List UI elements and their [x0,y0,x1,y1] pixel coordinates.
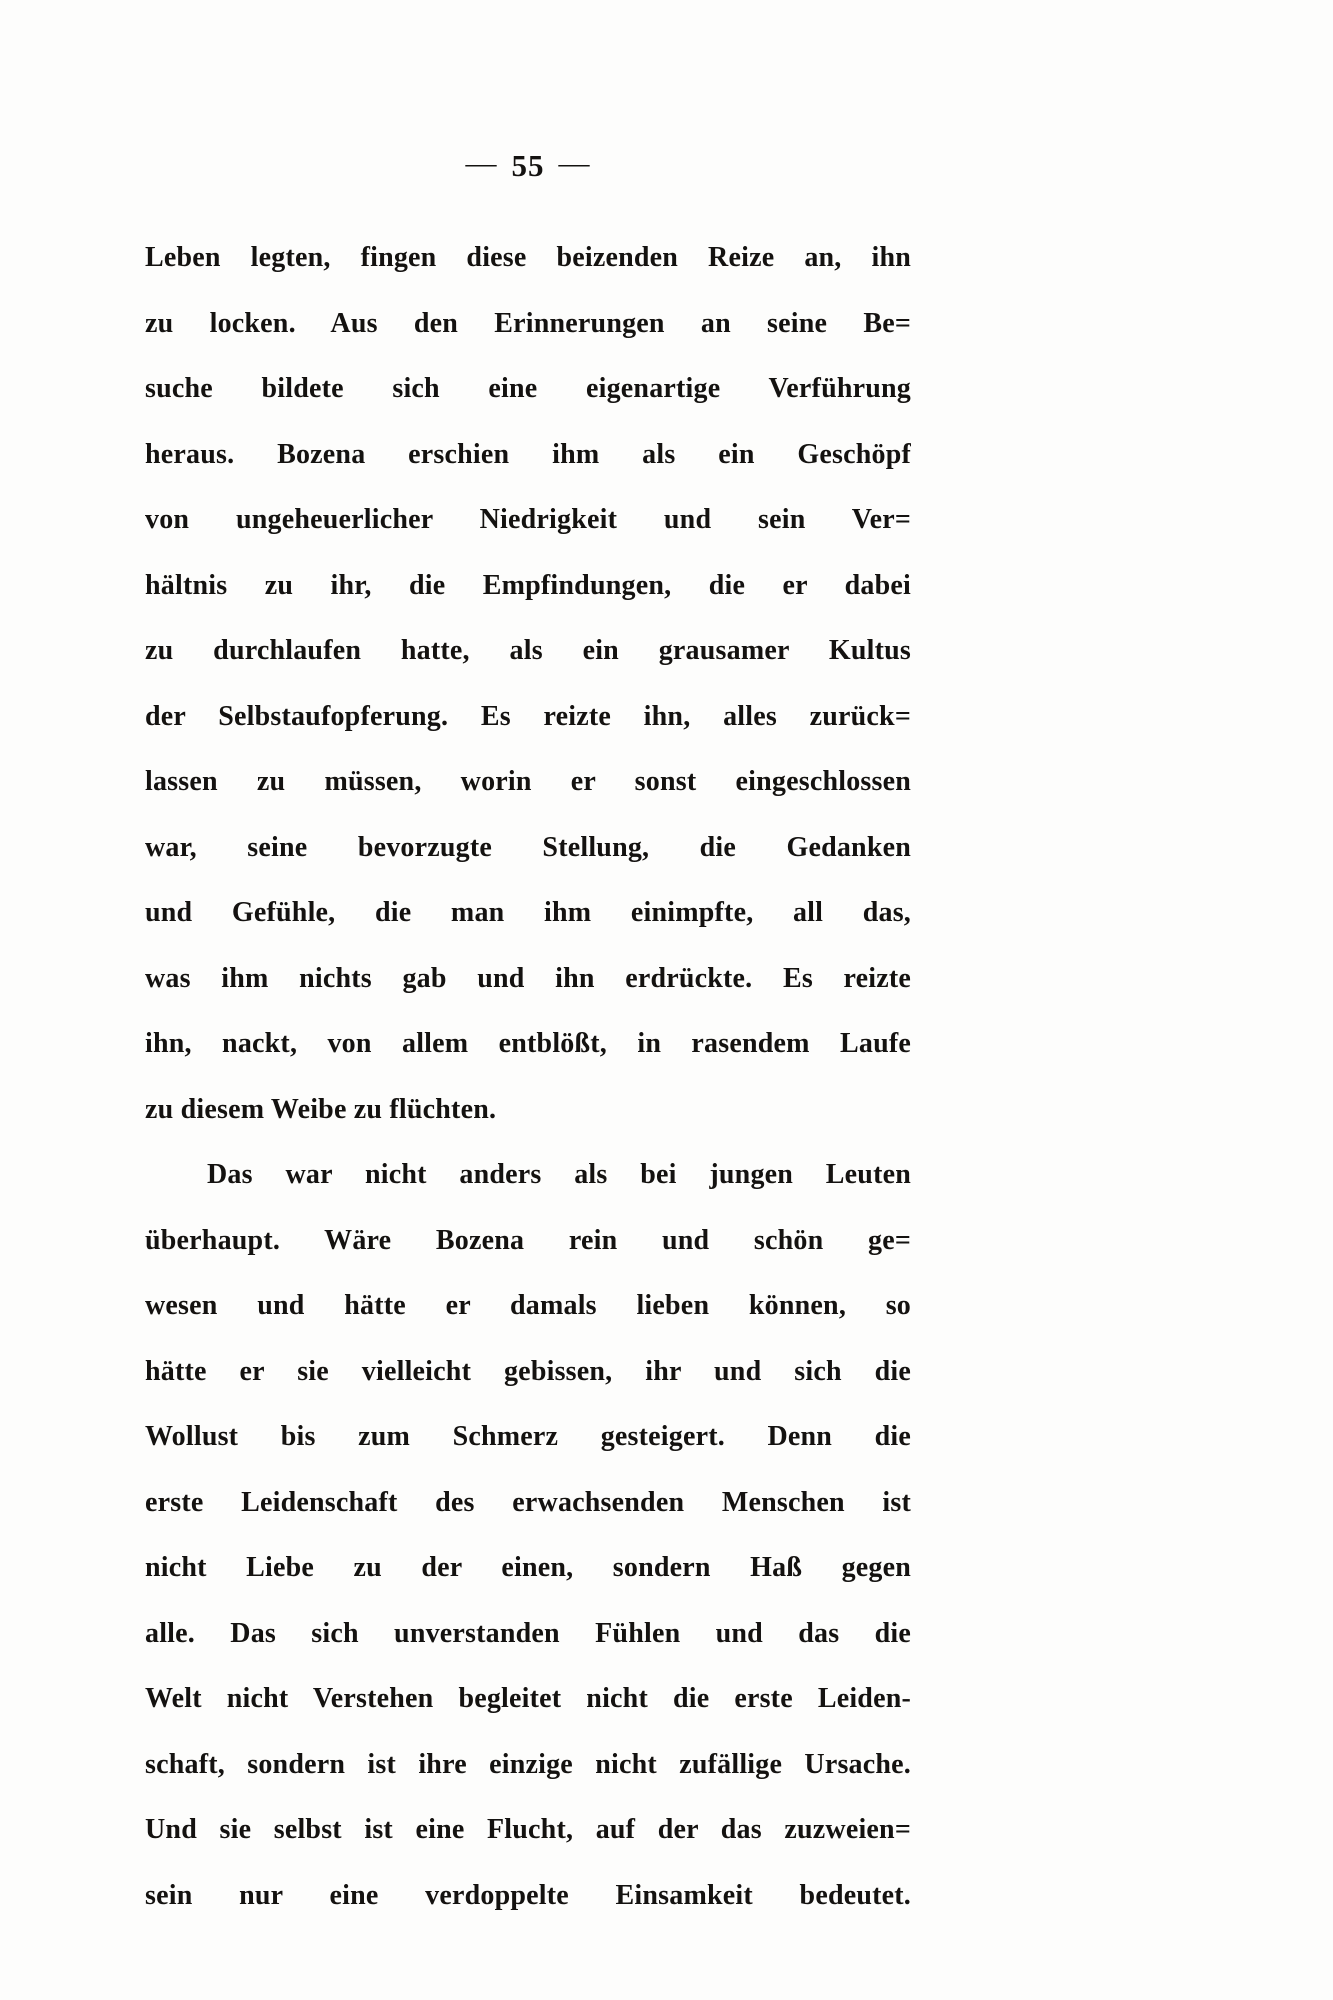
text-line: nicht Liebe zu der einen, sondern Haß gegen [145,1552,911,1583]
text-line: und Gefühle, die man ihm einimpfte, all das, [145,897,911,928]
text-line: heraus. Bozena erschien ihm als ein Geschöpf [145,438,911,470]
text-line: schaft, sondern ist ihre einzige nicht zufällige Ursache. [145,1748,911,1780]
page-number: 55 [511,148,545,183]
text-line: überhaupt. Wäre Bozena rein und schön ge= [145,1224,911,1256]
text-line: was ihm nichts gab und ihn erdrückte. Es reizte [145,962,911,994]
text-line: ihn, nackt, von allem entblößt, in rasendem Laufe [145,1028,911,1059]
text-line: erste Leidenschaft des erwachsenden Menschen ist [145,1486,911,1518]
text-line: Das war nicht anders als bei jungen Leuten [207,1159,911,1190]
text-line: zu diesem Weibe zu flüchten. [145,1093,497,1125]
text-line: der Selbstaufopferung. Es reizte ihn, alles zurück= [145,700,911,732]
text-line: zu durchlaufen hatte, als ein grausamer Kultus [145,635,911,666]
text-line: hältnis zu ihr, die Empfindungen, die er dabei [145,569,911,601]
text-line: wesen und hätte er damals lieben können, so [145,1290,911,1321]
text-block [145,225,911,1928]
text-line: lassen zu müssen, worin er sonst eingeschlossen [145,766,911,797]
text-line: suche bildete sich eine eigenartige Verführung [145,373,911,404]
text-line: alle. Das sich unverstanden Fühlen und das die [145,1617,911,1649]
text-line: Und sie selbst ist eine Flucht, auf der das zuzweien= [145,1814,911,1845]
text-line: war, seine bevorzugte Stellung, die Gedanken [145,831,911,863]
text-line: Welt nicht Verstehen begleitet nicht die erste Leiden- [145,1683,911,1714]
text-line: Leben legten, fingen diese beizenden Reize an, ihn [145,242,911,273]
page-header [145,145,911,184]
text-line: hätte er sie vielleicht gebissen, ihr und sich die [145,1355,911,1387]
text-line: Wollust bis zum Schmerz gesteigert. Denn die [145,1421,911,1452]
text-line: von ungeheuerlicher Niedrigkeit und sein Ver= [145,504,911,535]
text-line: sein nur eine verdoppelte Einsamkeit bedeutet. [145,1879,911,1911]
header-left-dash: — [465,145,498,180]
header-right-dash: — [558,145,591,180]
text-line: zu locken. Aus den Erinnerungen an seine Be= [145,307,911,339]
